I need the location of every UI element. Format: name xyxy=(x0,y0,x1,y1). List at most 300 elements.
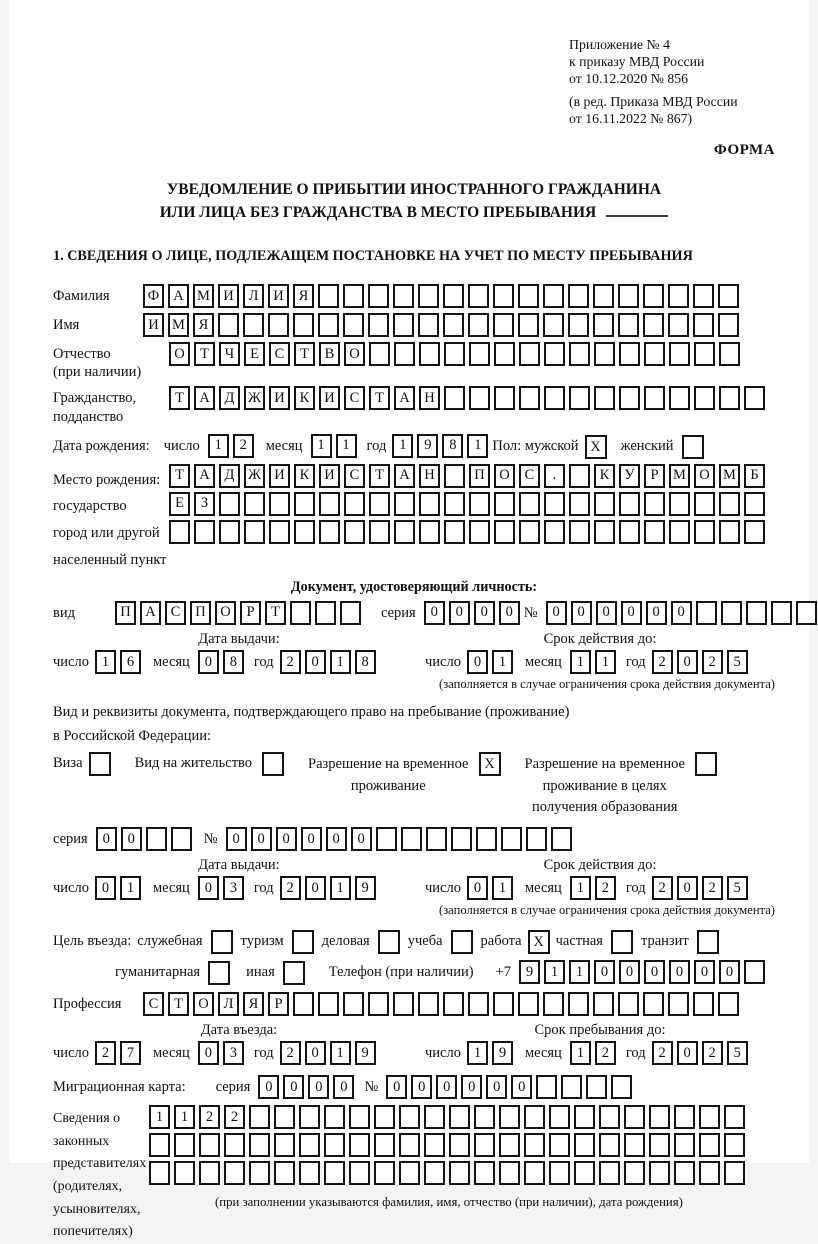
char-box[interactable] xyxy=(349,1161,370,1185)
char-box[interactable]: П xyxy=(469,464,490,488)
char-box[interactable] xyxy=(518,313,539,337)
char-box[interactable] xyxy=(369,520,390,544)
char-box[interactable] xyxy=(669,492,690,516)
char-box[interactable]: 2 xyxy=(595,1041,616,1065)
char-box[interactable]: 0 xyxy=(467,650,488,674)
char-box[interactable]: 2 xyxy=(702,1041,723,1065)
char-box[interactable] xyxy=(449,1161,470,1185)
char-box[interactable] xyxy=(649,1105,670,1129)
char-box[interactable] xyxy=(536,1075,557,1099)
char-box[interactable] xyxy=(543,313,564,337)
char-box[interactable] xyxy=(249,1133,270,1157)
char-box[interactable] xyxy=(599,1133,620,1157)
char-box[interactable] xyxy=(476,827,497,851)
char-box[interactable] xyxy=(244,520,265,544)
char-box[interactable] xyxy=(744,960,765,984)
char-box[interactable] xyxy=(586,1075,607,1099)
char-box[interactable]: 1 xyxy=(336,434,357,458)
char-box[interactable]: К xyxy=(294,386,315,410)
char-box[interactable]: 0 xyxy=(644,960,665,984)
char-box[interactable] xyxy=(274,1105,295,1129)
char-box[interactable] xyxy=(299,1133,320,1157)
char-box[interactable] xyxy=(368,992,389,1016)
char-box[interactable]: Л xyxy=(218,992,239,1016)
char-box[interactable] xyxy=(293,313,314,337)
char-box[interactable] xyxy=(718,313,739,337)
checkbox-temp-permit[interactable]: X xyxy=(479,752,501,776)
char-box[interactable] xyxy=(669,386,690,410)
char-box[interactable]: 0 xyxy=(258,1075,279,1099)
char-box[interactable]: 3 xyxy=(223,876,244,900)
char-box[interactable]: И xyxy=(143,313,164,337)
char-box[interactable]: С xyxy=(344,386,365,410)
char-box[interactable] xyxy=(694,492,715,516)
char-box[interactable]: 1 xyxy=(569,960,590,984)
char-box[interactable]: С xyxy=(519,464,540,488)
char-box[interactable] xyxy=(544,342,565,366)
char-box[interactable]: 1 xyxy=(330,650,351,674)
char-box[interactable]: 0 xyxy=(283,1075,304,1099)
char-box[interactable] xyxy=(499,1161,520,1185)
char-box[interactable] xyxy=(644,492,665,516)
char-box[interactable]: О xyxy=(169,342,190,366)
char-box[interactable] xyxy=(249,1105,270,1129)
char-box[interactable] xyxy=(568,284,589,308)
char-box[interactable] xyxy=(619,520,640,544)
char-box[interactable] xyxy=(269,520,290,544)
char-box[interactable] xyxy=(594,492,615,516)
char-box[interactable]: 2 xyxy=(199,1105,220,1129)
char-box[interactable] xyxy=(719,520,740,544)
char-box[interactable]: 1 xyxy=(467,1041,488,1065)
char-box[interactable]: Т xyxy=(369,464,390,488)
char-box[interactable]: А xyxy=(394,464,415,488)
char-box[interactable]: Я xyxy=(293,284,314,308)
char-box[interactable] xyxy=(293,992,314,1016)
char-box[interactable] xyxy=(499,1133,520,1157)
char-box[interactable] xyxy=(518,992,539,1016)
char-box[interactable] xyxy=(199,1133,220,1157)
char-box[interactable] xyxy=(194,520,215,544)
char-box[interactable]: 0 xyxy=(467,876,488,900)
char-box[interactable]: С xyxy=(269,342,290,366)
char-box[interactable] xyxy=(543,284,564,308)
char-box[interactable]: С xyxy=(344,464,365,488)
char-box[interactable]: 1 xyxy=(208,434,229,458)
char-box[interactable]: 1 xyxy=(330,876,351,900)
char-box[interactable] xyxy=(443,992,464,1016)
char-box[interactable] xyxy=(319,520,340,544)
char-box[interactable]: 0 xyxy=(449,601,470,625)
char-box[interactable] xyxy=(324,1105,345,1129)
char-box[interactable]: М xyxy=(168,313,189,337)
char-box[interactable]: 2 xyxy=(652,876,673,900)
char-box[interactable]: 1 xyxy=(570,650,591,674)
char-box[interactable] xyxy=(719,342,740,366)
char-box[interactable] xyxy=(474,1133,495,1157)
char-box[interactable] xyxy=(399,1161,420,1185)
char-box[interactable] xyxy=(368,284,389,308)
char-box[interactable]: А xyxy=(194,386,215,410)
char-box[interactable] xyxy=(418,992,439,1016)
char-box[interactable]: 1 xyxy=(595,650,616,674)
checkbox-sex-male[interactable]: X xyxy=(585,435,607,459)
char-box[interactable]: 0 xyxy=(511,1075,532,1099)
checkbox-visa[interactable] xyxy=(89,752,111,776)
char-box[interactable] xyxy=(469,342,490,366)
char-box[interactable] xyxy=(744,492,765,516)
char-box[interactable] xyxy=(718,284,739,308)
char-box[interactable] xyxy=(574,1105,595,1129)
char-box[interactable]: 1 xyxy=(330,1041,351,1065)
char-box[interactable] xyxy=(369,342,390,366)
char-box[interactable] xyxy=(274,1133,295,1157)
char-box[interactable] xyxy=(644,520,665,544)
char-box[interactable] xyxy=(319,492,340,516)
char-box[interactable] xyxy=(318,992,339,1016)
char-box[interactable] xyxy=(668,313,689,337)
char-box[interactable]: Я xyxy=(193,313,214,337)
char-box[interactable]: 0 xyxy=(474,601,495,625)
char-box[interactable]: Р xyxy=(644,464,665,488)
char-box[interactable] xyxy=(249,1161,270,1185)
char-box[interactable]: 2 xyxy=(702,876,723,900)
char-box[interactable]: 0 xyxy=(326,827,347,851)
char-box[interactable]: 8 xyxy=(442,434,463,458)
char-box[interactable] xyxy=(299,1161,320,1185)
char-box[interactable] xyxy=(674,1105,695,1129)
char-box[interactable]: 0 xyxy=(677,876,698,900)
char-box[interactable] xyxy=(643,284,664,308)
char-box[interactable] xyxy=(593,284,614,308)
char-box[interactable] xyxy=(299,1105,320,1129)
char-box[interactable] xyxy=(393,313,414,337)
char-box[interactable] xyxy=(574,1133,595,1157)
char-box[interactable]: 0 xyxy=(333,1075,354,1099)
char-box[interactable] xyxy=(344,492,365,516)
char-box[interactable] xyxy=(674,1161,695,1185)
char-box[interactable] xyxy=(569,492,590,516)
char-box[interactable]: Т xyxy=(265,601,286,625)
char-box[interactable]: С xyxy=(143,992,164,1016)
char-box[interactable] xyxy=(624,1161,645,1185)
char-box[interactable] xyxy=(568,313,589,337)
char-box[interactable]: 1 xyxy=(467,434,488,458)
char-box[interactable]: 0 xyxy=(198,876,219,900)
char-box[interactable]: А xyxy=(394,386,415,410)
char-box[interactable] xyxy=(149,1133,170,1157)
char-box[interactable]: 8 xyxy=(223,650,244,674)
char-box[interactable]: 2 xyxy=(280,1041,301,1065)
char-box[interactable]: 0 xyxy=(621,601,642,625)
char-box[interactable] xyxy=(443,313,464,337)
char-box[interactable]: 0 xyxy=(96,827,117,851)
char-box[interactable] xyxy=(694,342,715,366)
char-box[interactable]: 0 xyxy=(301,827,322,851)
char-box[interactable] xyxy=(493,313,514,337)
char-box[interactable] xyxy=(468,284,489,308)
char-box[interactable] xyxy=(290,601,311,625)
char-box[interactable]: 0 xyxy=(121,827,142,851)
char-box[interactable]: 0 xyxy=(546,601,567,625)
char-box[interactable] xyxy=(324,1161,345,1185)
char-box[interactable] xyxy=(624,1105,645,1129)
char-box[interactable]: . xyxy=(544,464,565,488)
char-box[interactable] xyxy=(401,827,422,851)
char-box[interactable] xyxy=(199,1161,220,1185)
char-box[interactable] xyxy=(569,342,590,366)
char-box[interactable] xyxy=(669,342,690,366)
char-box[interactable] xyxy=(618,313,639,337)
char-box[interactable]: П xyxy=(190,601,211,625)
char-box[interactable] xyxy=(569,386,590,410)
char-box[interactable] xyxy=(469,520,490,544)
checkbox-purpose-other[interactable] xyxy=(283,961,305,985)
char-box[interactable] xyxy=(599,1105,620,1129)
char-box[interactable] xyxy=(501,827,522,851)
char-box[interactable] xyxy=(374,1161,395,1185)
char-box[interactable] xyxy=(549,1105,570,1129)
char-box[interactable] xyxy=(343,992,364,1016)
char-box[interactable] xyxy=(444,464,465,488)
char-box[interactable] xyxy=(343,313,364,337)
checkbox-purpose-business[interactable] xyxy=(378,930,400,954)
char-box[interactable]: 2 xyxy=(652,650,673,674)
char-box[interactable] xyxy=(544,386,565,410)
char-box[interactable]: Р xyxy=(268,992,289,1016)
char-box[interactable] xyxy=(519,520,540,544)
char-box[interactable] xyxy=(746,601,767,625)
char-box[interactable] xyxy=(374,1133,395,1157)
char-box[interactable]: 2 xyxy=(95,1041,116,1065)
char-box[interactable] xyxy=(724,1161,745,1185)
char-box[interactable]: З xyxy=(194,492,215,516)
char-box[interactable]: Т xyxy=(168,992,189,1016)
char-box[interactable]: 0 xyxy=(95,876,116,900)
char-box[interactable] xyxy=(268,313,289,337)
char-box[interactable] xyxy=(744,520,765,544)
char-box[interactable]: А xyxy=(194,464,215,488)
char-box[interactable]: 1 xyxy=(174,1105,195,1129)
char-box[interactable] xyxy=(474,1105,495,1129)
char-box[interactable]: 0 xyxy=(499,601,520,625)
char-box[interactable] xyxy=(693,992,714,1016)
char-box[interactable] xyxy=(796,601,817,625)
char-box[interactable] xyxy=(721,601,742,625)
char-box[interactable] xyxy=(444,492,465,516)
char-box[interactable] xyxy=(494,520,515,544)
char-box[interactable] xyxy=(519,342,540,366)
char-box[interactable] xyxy=(218,313,239,337)
char-box[interactable]: 0 xyxy=(251,827,272,851)
char-box[interactable]: О xyxy=(215,601,236,625)
char-box[interactable]: 0 xyxy=(305,650,326,674)
char-box[interactable] xyxy=(315,601,336,625)
char-box[interactable] xyxy=(699,1105,720,1129)
char-box[interactable] xyxy=(561,1075,582,1099)
char-box[interactable]: И xyxy=(269,386,290,410)
char-box[interactable]: В xyxy=(319,342,340,366)
char-box[interactable]: 0 xyxy=(486,1075,507,1099)
char-box[interactable] xyxy=(771,601,792,625)
char-box[interactable] xyxy=(543,992,564,1016)
char-box[interactable]: 0 xyxy=(671,601,692,625)
char-box[interactable]: Н xyxy=(419,386,440,410)
char-box[interactable]: Т xyxy=(294,342,315,366)
char-box[interactable]: Т xyxy=(369,386,390,410)
char-box[interactable]: 0 xyxy=(596,601,617,625)
char-box[interactable]: 1 xyxy=(570,876,591,900)
char-box[interactable]: 1 xyxy=(570,1041,591,1065)
char-box[interactable] xyxy=(399,1133,420,1157)
char-box[interactable]: 0 xyxy=(436,1075,457,1099)
char-box[interactable] xyxy=(494,492,515,516)
char-box[interactable] xyxy=(394,342,415,366)
char-box[interactable]: 0 xyxy=(305,876,326,900)
char-box[interactable]: 2 xyxy=(652,1041,673,1065)
char-box[interactable]: 1 xyxy=(149,1105,170,1129)
char-box[interactable] xyxy=(649,1161,670,1185)
char-box[interactable]: 0 xyxy=(308,1075,329,1099)
char-box[interactable] xyxy=(643,992,664,1016)
char-box[interactable]: 2 xyxy=(280,650,301,674)
char-box[interactable] xyxy=(424,1133,445,1157)
char-box[interactable] xyxy=(524,1105,545,1129)
char-box[interactable] xyxy=(468,313,489,337)
char-box[interactable] xyxy=(519,492,540,516)
char-box[interactable] xyxy=(219,520,240,544)
char-box[interactable] xyxy=(644,342,665,366)
char-box[interactable]: Ф xyxy=(143,284,164,308)
char-box[interactable] xyxy=(694,386,715,410)
char-box[interactable]: Н xyxy=(419,464,440,488)
char-box[interactable]: 0 xyxy=(719,960,740,984)
char-box[interactable] xyxy=(171,827,192,851)
char-box[interactable]: Е xyxy=(169,492,190,516)
char-box[interactable] xyxy=(619,342,640,366)
char-box[interactable]: 0 xyxy=(198,1041,219,1065)
char-box[interactable]: 2 xyxy=(702,650,723,674)
char-box[interactable]: 1 xyxy=(392,434,413,458)
checkbox-sex-female[interactable] xyxy=(682,435,704,459)
char-box[interactable]: К xyxy=(594,464,615,488)
char-box[interactable] xyxy=(349,1133,370,1157)
char-box[interactable]: 6 xyxy=(120,650,141,674)
char-box[interactable]: И xyxy=(319,386,340,410)
char-box[interactable]: Т xyxy=(169,386,190,410)
char-box[interactable] xyxy=(594,386,615,410)
char-box[interactable]: П xyxy=(115,601,136,625)
char-box[interactable] xyxy=(618,992,639,1016)
checkbox-temp-permit-edu[interactable] xyxy=(695,752,717,776)
char-box[interactable] xyxy=(643,313,664,337)
char-box[interactable] xyxy=(174,1161,195,1185)
char-box[interactable] xyxy=(474,1161,495,1185)
char-box[interactable]: 1 xyxy=(492,650,513,674)
char-box[interactable] xyxy=(568,992,589,1016)
char-box[interactable] xyxy=(744,386,765,410)
char-box[interactable] xyxy=(624,1133,645,1157)
checkbox-purpose-official[interactable] xyxy=(211,930,233,954)
char-box[interactable] xyxy=(469,492,490,516)
char-box[interactable] xyxy=(294,492,315,516)
char-box[interactable]: 3 xyxy=(223,1041,244,1065)
char-box[interactable] xyxy=(618,284,639,308)
char-box[interactable] xyxy=(318,313,339,337)
char-box[interactable] xyxy=(594,342,615,366)
char-box[interactable] xyxy=(443,284,464,308)
char-box[interactable]: 9 xyxy=(492,1041,513,1065)
char-box[interactable] xyxy=(419,520,440,544)
char-box[interactable]: М xyxy=(669,464,690,488)
char-box[interactable] xyxy=(419,342,440,366)
char-box[interactable] xyxy=(418,313,439,337)
char-box[interactable]: 0 xyxy=(305,1041,326,1065)
char-box[interactable]: 0 xyxy=(619,960,640,984)
char-box[interactable] xyxy=(544,492,565,516)
char-box[interactable]: Ч xyxy=(219,342,240,366)
char-box[interactable] xyxy=(368,313,389,337)
char-box[interactable]: Т xyxy=(194,342,215,366)
char-box[interactable] xyxy=(169,520,190,544)
char-box[interactable] xyxy=(569,520,590,544)
checkbox-purpose-study[interactable] xyxy=(451,930,473,954)
char-box[interactable] xyxy=(718,992,739,1016)
char-box[interactable]: 0 xyxy=(386,1075,407,1099)
checkbox-purpose-private[interactable] xyxy=(611,930,633,954)
char-box[interactable] xyxy=(374,1105,395,1129)
char-box[interactable]: А xyxy=(140,601,161,625)
char-box[interactable]: Ж xyxy=(244,386,265,410)
char-box[interactable] xyxy=(399,1105,420,1129)
char-box[interactable]: 1 xyxy=(311,434,332,458)
char-box[interactable]: 0 xyxy=(677,1041,698,1065)
char-box[interactable]: 7 xyxy=(120,1041,141,1065)
char-box[interactable] xyxy=(146,827,167,851)
char-box[interactable]: Е xyxy=(244,342,265,366)
char-box[interactable] xyxy=(696,601,717,625)
char-box[interactable]: 2 xyxy=(224,1105,245,1129)
char-box[interactable]: О xyxy=(344,342,365,366)
char-box[interactable] xyxy=(551,827,572,851)
char-box[interactable]: Ж xyxy=(244,464,265,488)
char-box[interactable] xyxy=(324,1133,345,1157)
char-box[interactable] xyxy=(444,342,465,366)
char-box[interactable] xyxy=(424,1161,445,1185)
char-box[interactable] xyxy=(574,1161,595,1185)
char-box[interactable]: 2 xyxy=(233,434,254,458)
char-box[interactable]: 0 xyxy=(694,960,715,984)
char-box[interactable]: Д xyxy=(219,386,240,410)
char-box[interactable] xyxy=(674,1133,695,1157)
char-box[interactable] xyxy=(699,1133,720,1157)
char-box[interactable]: 2 xyxy=(595,876,616,900)
char-box[interactable] xyxy=(619,492,640,516)
char-box[interactable]: 9 xyxy=(355,876,376,900)
char-box[interactable]: Б xyxy=(744,464,765,488)
char-box[interactable] xyxy=(599,1161,620,1185)
char-box[interactable] xyxy=(424,1105,445,1129)
char-box[interactable] xyxy=(649,1133,670,1157)
char-box[interactable] xyxy=(724,1133,745,1157)
char-box[interactable]: 2 xyxy=(280,876,301,900)
char-box[interactable] xyxy=(593,992,614,1016)
char-box[interactable]: И xyxy=(218,284,239,308)
char-box[interactable] xyxy=(340,601,361,625)
char-box[interactable] xyxy=(693,284,714,308)
char-box[interactable] xyxy=(518,284,539,308)
char-box[interactable]: 0 xyxy=(461,1075,482,1099)
